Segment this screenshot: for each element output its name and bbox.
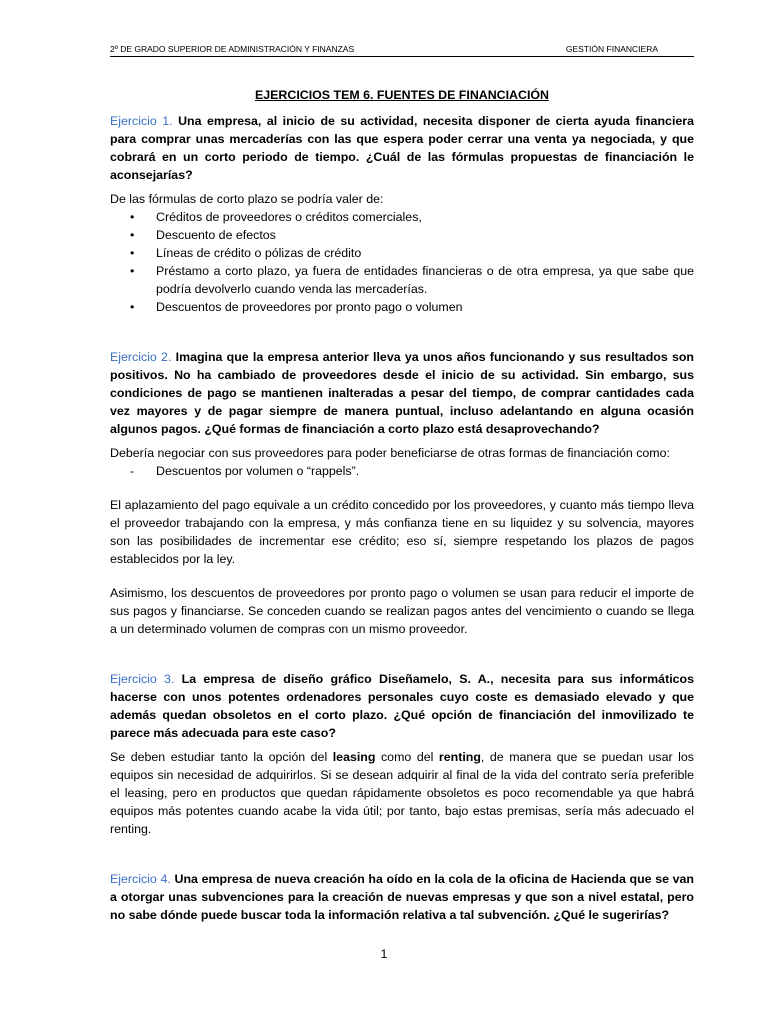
leasing-term: leasing <box>332 750 376 764</box>
exercise-2-label: Ejercicio 2. <box>110 350 172 364</box>
list-item: • Descuentos de proveedores por pronto pago o volumen <box>130 300 463 314</box>
list-item: • Descuento de efectos <box>130 228 276 242</box>
exercise-2-answer-2: El aplazamiento del pago equivale a un crédito concedido por los proveedores, y cuanto más tiempo lleva el proveedor trabajando con la empresa, y más confianza tiene en su liquidez y su solvencia, mayores son las posibilidades de incrementar ese crédito; eso sí, siempre respetando los plazos de pagos establecidos por la ley. <box>110 498 694 566</box>
exercise-2-list <box>110 462 694 480</box>
page-number: 1 <box>380 947 388 961</box>
renting-term: renting <box>438 750 481 764</box>
list-item: • Préstamo a corto plazo, ya fuera de entidades financieras o de otra empresa, ya que sabe que podría devolverlo cuando venda las mercaderías. <box>130 264 694 296</box>
exercise-2-answer-1: Debería negociar con sus proveedores para poder beneficiarse de otras formas de financiación como: <box>110 446 670 460</box>
bullet-icon: • <box>130 210 135 224</box>
list-item: • Créditos de proveedores o créditos comerciales, <box>130 210 422 224</box>
bullet-icon: • <box>130 300 135 314</box>
exercise-2-text: Imagina que la empresa anterior lleva ya unos años funcionando y sus resultados son positivos. No ha cambiado de proveedores desde el inicio de su actividad. Sin embargo, sus condiciones de pago se mantienen inalteradas a pesar del tiempo, de comprar cantidades cada vez mayores y de pagar siempre de manera puntual, incluso adelantando en alguna ocasión algunos pagos. ¿Qué formas de financiación a corto plazo está desaprovechando? <box>110 350 694 436</box>
page-content <box>110 86 694 930</box>
exercise-1-text: Una empresa, al inicio de su actividad, necesita disponer de cierta ayuda financiera para comprar unas mercaderías con las que espera poder cerrar una venta ya negociada, y que cobrará en un corto periodo de tiempo. ¿Cuál de las fórmulas propuestas de financiación le aconsejarías? <box>110 114 694 182</box>
page-header <box>110 43 694 57</box>
exercise-3-question <box>110 670 694 742</box>
header-subject: GESTIÓN FINANCIERA <box>565 44 658 54</box>
bullet-icon: • <box>130 246 135 260</box>
bullet-icon: • <box>130 228 135 242</box>
list-item: • Líneas de crédito o pólizas de crédito <box>130 246 362 260</box>
dash-icon: - <box>130 464 135 478</box>
list-item: - Descuentos por volumen o “rappels”. <box>130 464 360 478</box>
exercise-1-list <box>110 208 694 316</box>
document-title: EJERCICIOS TEM 6. FUENTES DE FINANCIACIÓN <box>255 88 549 102</box>
exercise-1-question <box>110 112 694 184</box>
exercise-3-text: La empresa de diseño gráfico Diseñamelo, S. A., necesita para sus informáticos hacerse con unos potentes ordenadores personales cuyo coste es demasiado elevado y que además quedan obsoletos en el corto plazo. ¿Qué opción de financiación del inmovilizado te parece más adecuada para este caso? <box>110 672 694 740</box>
exercise-2-answer-3: Asimismo, los descuentos de proveedores por pronto pago o volumen se usan para reducir el importe de sus pagos y financiarse. Se conceden cuando se realizan pagos antes del vencimiento o cuando se llega a un determinado volumen de compras con un mismo proveedor. <box>110 586 694 636</box>
header-course: 2º DE GRADO SUPERIOR DE ADMINISTRACIÓN Y FINANZAS <box>110 44 355 54</box>
bullet-icon: • <box>130 264 135 278</box>
exercise-4-text: Una empresa de nueva creación ha oído en la cola de la oficina de Hacienda que se van a otorgar unas subvenciones para la creación de nuevas empresas y que son a nivel estatal, pero no sabe dónde puede buscar toda la información relativa a tal subvención. ¿Qué le sugerirías? <box>110 872 694 922</box>
exercise-3-answer: Se deben estudiar tanto la opción del leasing como del renting, de manera que se puedan usar los equipos sin necesidad de adquirirlos. Si se desean adquirir al final de la vida del contrato sería preferible el leasing, pero en productos que quedan rápidamente obsoletos es poco recomendable ya que habrá equipos más potentes cuando acabe la vida útil; por tanto, bajo estas premisas, sería más adecuado el renting. <box>110 750 694 836</box>
exercise-3-label: Ejercicio 3. <box>110 672 175 686</box>
exercise-4-question <box>110 870 694 924</box>
exercise-2-question <box>110 348 694 438</box>
exercise-1-intro: De las fórmulas de corto plazo se podría valer de: <box>110 192 384 206</box>
exercise-4-label: Ejercicio 4. <box>110 872 171 886</box>
exercise-1-label: Ejercicio 1. <box>110 114 173 128</box>
